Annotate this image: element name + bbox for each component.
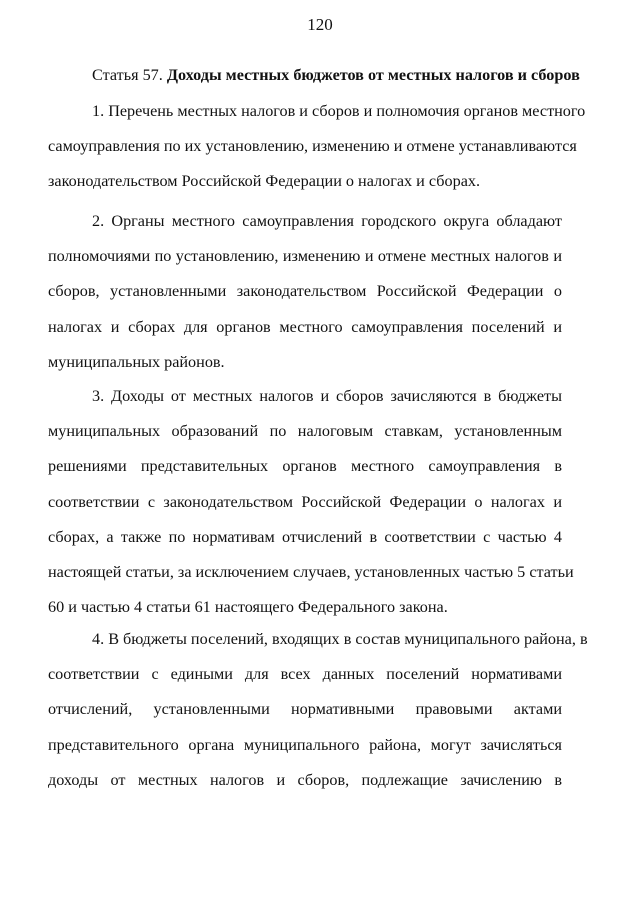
text-line: соответствии с законодательством Российской Федерации о налогах и — [48, 492, 562, 511]
paragraph-4 — [48, 628, 588, 804]
text-line: муниципальных районов. — [48, 352, 225, 371]
text-line: соответствии с едиными для всех данных поселений нормативами — [48, 665, 562, 684]
text-line: 2. Органы местного самоуправления городского округа обладают — [92, 212, 562, 230]
text-line: полномочиями по установлению, изменению и отмене местных налогов и — [48, 247, 562, 266]
text-line: 60 и частью 4 статьи 61 настоящего Федерального закона. — [48, 598, 448, 617]
paragraph-1 — [48, 100, 586, 206]
text-line: 4. В бюджеты поселений, входящих в состав муниципального района, в — [92, 630, 588, 648]
text-line: самоуправления по их установлению, изменению и отмене устанавливаются — [48, 137, 577, 156]
article-title: Доходы местных бюджетов от местных налогов и сборов — [166, 66, 580, 84]
article-number: Статья 57. — [92, 66, 163, 84]
text-line: решениями представительных органов местного самоуправления в — [48, 457, 562, 476]
text-line: муниципальных образований по налоговым ставкам, установленным — [48, 422, 562, 441]
text-line: настоящей статьи, за исключением случаев, установленных частью 5 статьи — [48, 562, 574, 581]
article-heading — [92, 64, 612, 86]
text-line: сборов, установленными законодательством Российской Федерации о — [48, 282, 562, 301]
text-line: 1. Перечень местных налогов и сборов и полномочия органов местного — [92, 102, 586, 120]
text-line: налогах и сборах для органов местного самоуправления поселений и — [48, 317, 562, 336]
text-line: отчислений, установленными нормативными правовыми актами — [48, 700, 562, 719]
text-line: представительного органа муниципального района, могут зачисляться — [48, 735, 562, 754]
text-line: сборах, а также по нормативам отчислений в соответствии с частью 4 — [48, 527, 562, 546]
paragraph-2 — [48, 210, 562, 386]
page-number: 120 — [307, 15, 333, 34]
text-line: 3. Доходы от местных налогов и сборов зачисляются в бюджеты — [92, 387, 562, 405]
text-line: законодательством Российской Федерации о налогах и сборах. — [48, 172, 481, 191]
text-line: доходы от местных налогов и сборов, подлежащие зачислению в — [48, 770, 562, 789]
paragraph-3 — [48, 385, 574, 631]
